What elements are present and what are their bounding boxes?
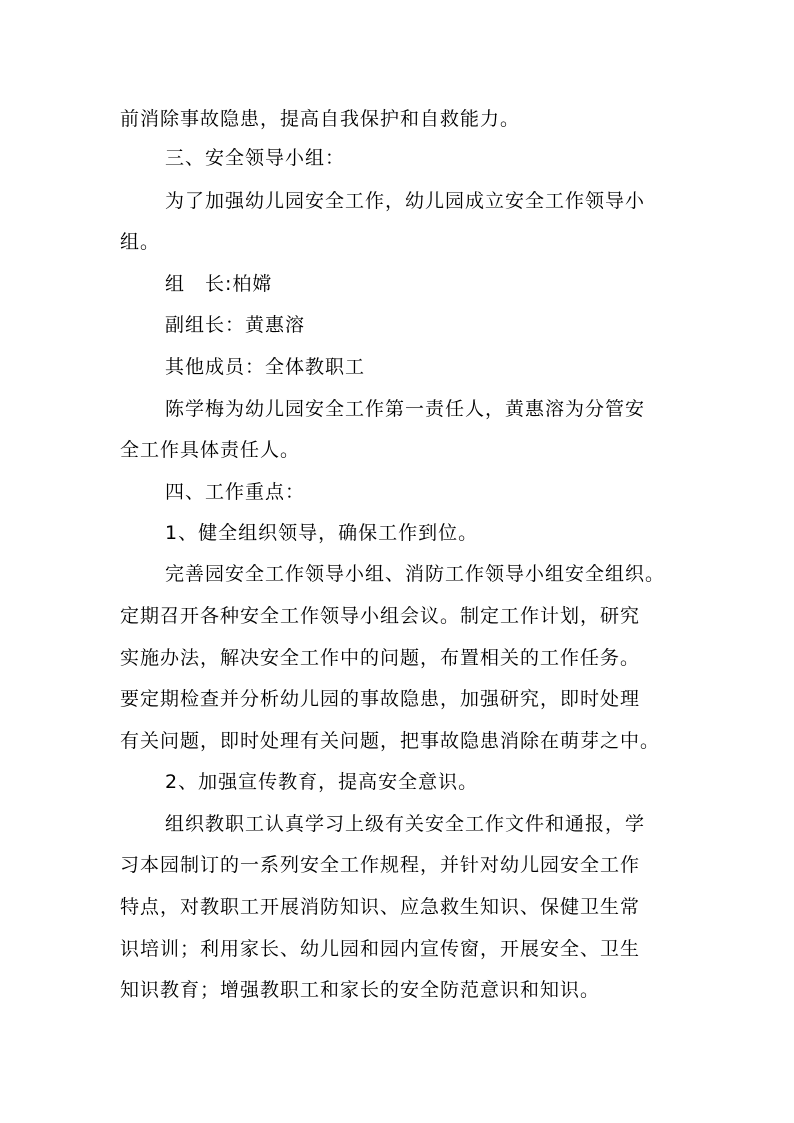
- body-text-line: 前消除事故隐患，提高自我保护和自救能力。: [120, 108, 521, 130]
- leader-line: 组 长:柏嫦: [165, 273, 273, 295]
- subsection-heading: 2、加强宣传教育，提高安全意识。: [165, 771, 479, 793]
- body-text-line: 特点，对教职工开展消防知识、应急救生知识、保健卫生常: [120, 896, 641, 918]
- body-text-line: 有关问题，即时处理有关问题，把事故隐患消除在萌芽之中。: [120, 730, 661, 752]
- body-text-line: 组。: [120, 231, 161, 253]
- body-text-line: 要定期检查并分析幼儿园的事故隐患，加强研究，即时处理: [120, 688, 641, 710]
- body-text-line: 知识教育；增强教职工和家长的安全防范意识和知识。: [120, 979, 601, 1001]
- subsection-heading: 1、健全组织领导，确保工作到位。: [165, 522, 479, 544]
- members-line: 其他成员：全体教职工: [165, 356, 366, 378]
- body-text-line: 完善园安全工作领导小组、消防工作领导小组安全组织。: [165, 563, 666, 585]
- body-text-line: 组织教职工认真学习上级有关安全工作文件和通报，学: [165, 813, 646, 835]
- body-text-line: 实施办法，解决安全工作中的问题，布置相关的工作任务。: [120, 647, 641, 669]
- body-text-line: 为了加强幼儿园安全工作，幼儿园成立安全工作领导小: [165, 190, 646, 212]
- body-text-line: 陈学梅为幼儿园安全工作第一责任人，黄惠溶为分管安: [165, 398, 646, 420]
- deputy-leader-line: 副组长：黄惠溶: [165, 314, 306, 336]
- body-text-line: 定期召开各种安全工作领导小组会议。制定工作计划，研究: [120, 605, 641, 627]
- body-text-line: 全工作具体责任人。: [120, 439, 301, 461]
- section-heading: 三、安全领导小组：: [165, 147, 346, 169]
- body-text-line: 习本园制订的一系列安全工作规程，并针对幼儿园安全工作: [120, 854, 641, 876]
- section-heading: 四、工作重点：: [165, 481, 306, 503]
- body-text-line: 识培训；利用家长、幼儿园和园内宣传窗，开展安全、卫生: [120, 938, 641, 960]
